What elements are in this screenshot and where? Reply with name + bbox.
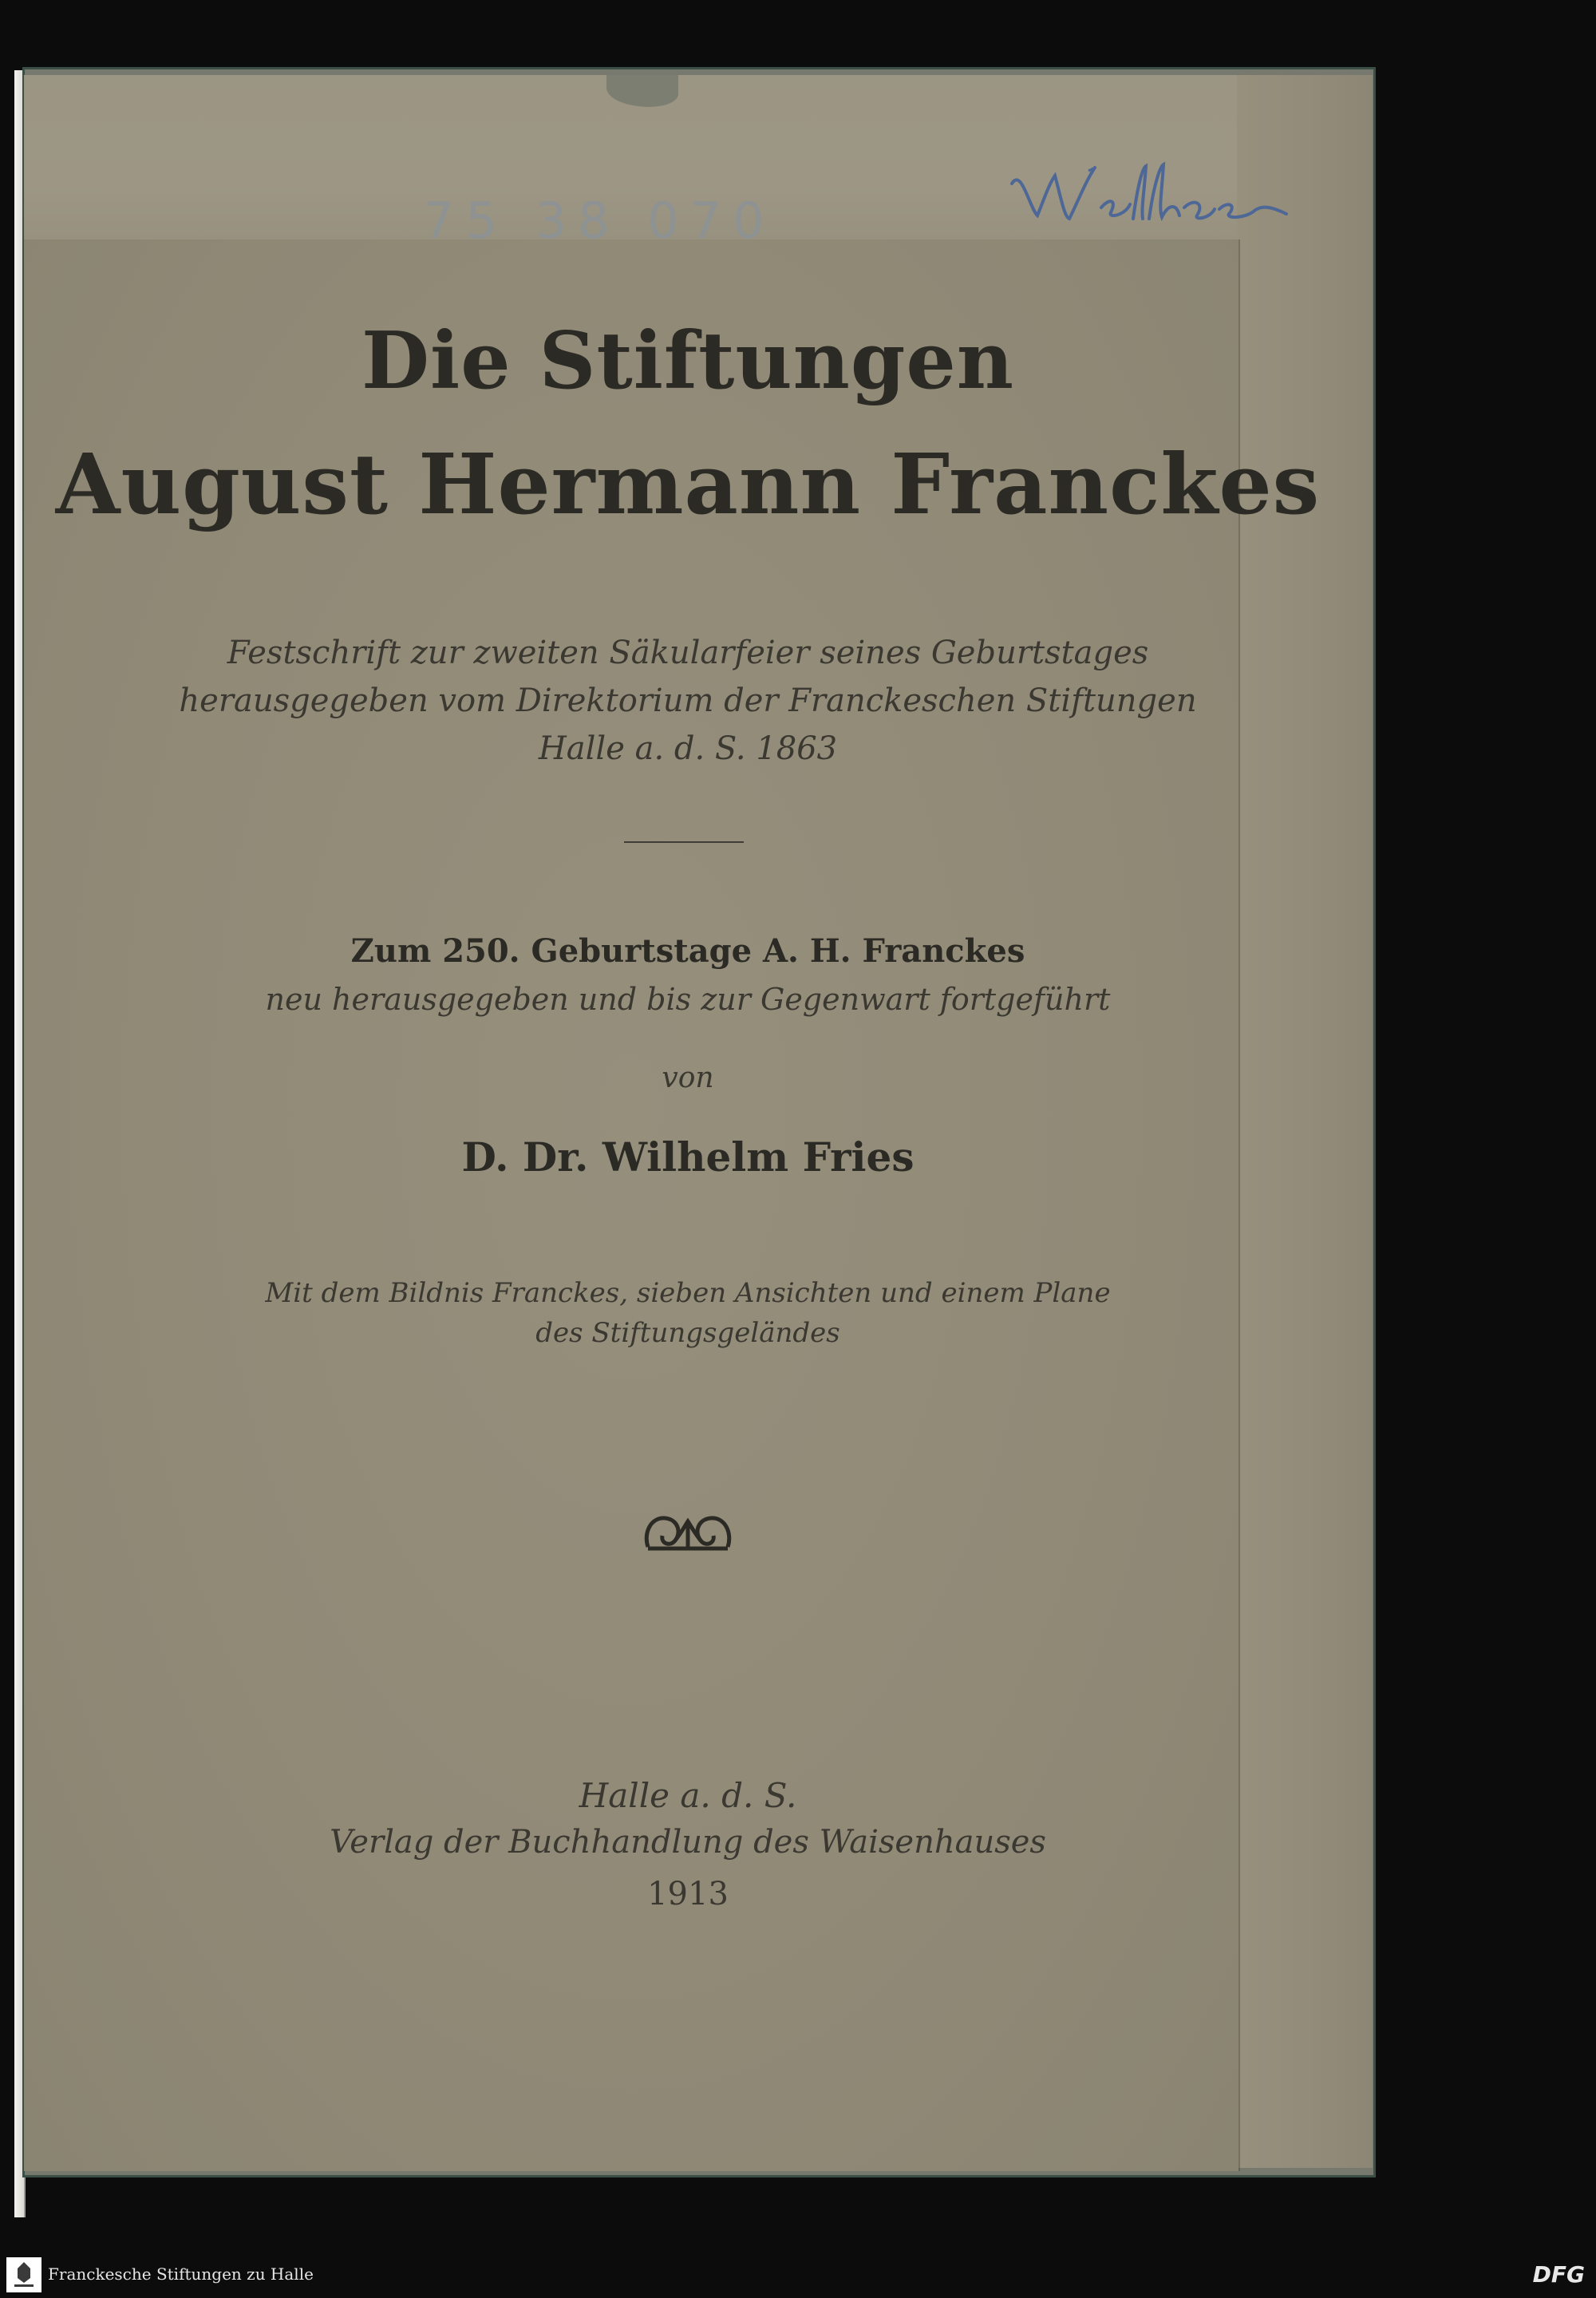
imprint-place: Halle a. d. S. — [579, 1776, 797, 1815]
handwritten-signature — [1005, 152, 1293, 247]
illustrations-note-line-1: Mit dem Bildnis Franckes, sieben Ansichten und einem Plane — [265, 1277, 1111, 1309]
imprint-publisher: Verlag der Buchhandlung des Waisenhauses — [330, 1824, 1046, 1861]
book-title-line-1: Die Stiftungen — [361, 315, 1014, 407]
by-word: von — [662, 1062, 714, 1094]
author-name: D. Dr. Wilhelm Fries — [461, 1133, 915, 1181]
subtitle-line-1: Festschrift zur zweiten Säkularfeier seines Geburtstages — [227, 635, 1149, 671]
subtitle-line-3: Halle a. d. S. 1863 — [538, 730, 838, 767]
book-title-line-2: August Hermann Franckes — [55, 435, 1321, 533]
divider-rule — [624, 841, 744, 843]
edition-line-1: Zum 250. Geburtstage A. H. Franckes — [350, 932, 1025, 970]
dfg-logo: DFG — [1532, 2261, 1585, 2288]
illustrations-note-line-2: des Stiftungsgeländes — [535, 1317, 840, 1349]
viewer-footer-bar — [0, 2253, 1596, 2298]
imprint-year: 1913 — [647, 1876, 729, 1912]
edition-line-2: neu herausgegeben und bis zur Gegenwart fortgeführt — [265, 982, 1111, 1017]
library-crest-icon — [6, 2257, 41, 2292]
subtitle-line-2: herausgegeben vom Direktorium der Franckeschen Stiftungen — [179, 682, 1197, 719]
footer-institution[interactable]: Franckesche Stiftungen zu Halle — [48, 2264, 314, 2284]
floral-vignette-icon — [640, 1509, 736, 1556]
pencil-shelfmark: 75 38 070 — [423, 192, 776, 250]
